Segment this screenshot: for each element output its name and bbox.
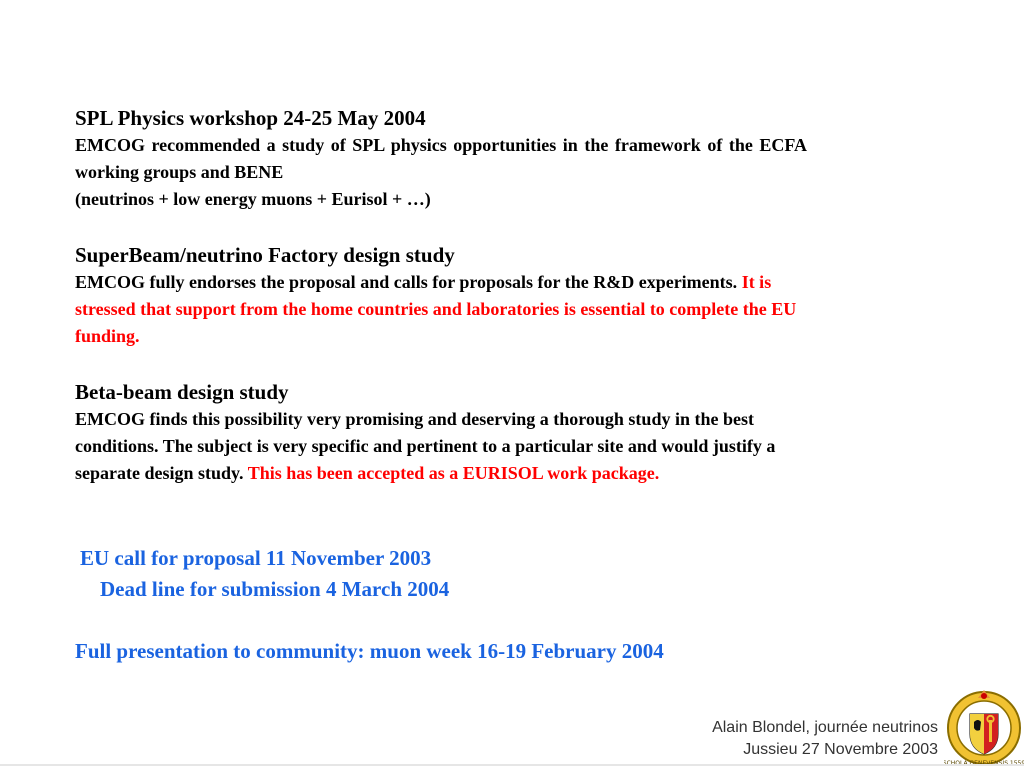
betabeam-text: EMCOG finds this possibility very promising and deserving a thorough study in the best conditions. The subject is very specific and pertinent to a particular site and would justify a separate design study. <box>75 409 776 483</box>
superbeam-text: EMCOG fully endorses the proposal and calls for proposals for the R&D experiments. <box>75 272 738 292</box>
bottom-divider <box>0 764 1024 766</box>
section-body-spl-note: (neutrinos + low energy muons + Eurisol + …) <box>75 189 431 209</box>
eu-call-line: EU call for proposal 11 November 2003 <box>80 546 432 570</box>
university-seal-logo <box>944 686 1024 768</box>
superbeam-highlight: It is stressed that support from the home countries and laboratories is essential to complete the EU funding. <box>75 272 797 346</box>
section-title-betabeam: Beta-beam design study <box>75 380 289 404</box>
full-presentation-line: Full presentation to community: muon week 16-19 February 2004 <box>75 639 664 663</box>
section-title-spl: SPL Physics workshop 24-25 May 2004 <box>75 106 426 130</box>
section-body-superbeam <box>75 269 807 350</box>
slide-content <box>75 104 807 667</box>
section-title-superbeam: SuperBeam/neutrino Factory design study <box>75 243 455 267</box>
section-body-betabeam <box>75 406 807 487</box>
betabeam-highlight: This has been accepted as a EURISOL work package. <box>247 463 660 483</box>
slide-footer <box>712 717 938 761</box>
section-body-spl: EMCOG recommended a study of SPL physics opportunities in the framework of the ECFA working groups and BENE <box>75 135 807 182</box>
footer-author: Alain Blondel, journée neutrinos <box>712 719 938 736</box>
deadline-line: Dead line for submission 4 March 2004 <box>100 577 450 601</box>
footer-venue: Jussieu 27 Novembre 2003 <box>743 741 938 758</box>
